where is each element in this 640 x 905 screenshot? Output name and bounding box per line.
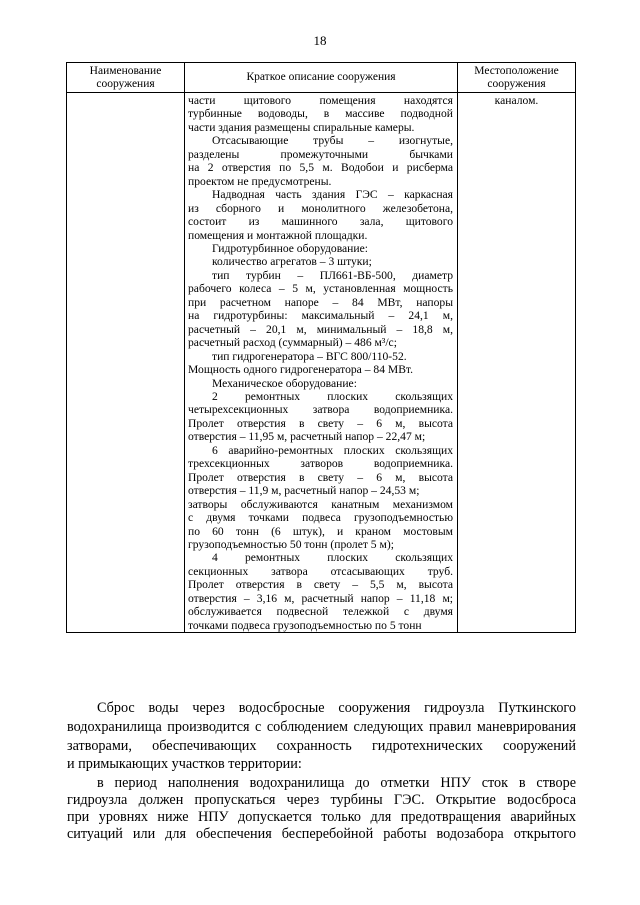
- description-line: количество агрегатов – 3 штуки;: [212, 255, 372, 269]
- body-line: Сброс воды через водосбросные сооружения гидроузла Путкинского: [97, 700, 576, 716]
- description-line: секционных затвора отсасывающих труб.: [188, 564, 453, 578]
- description-line: затворы обслуживаются канатным механизмом: [188, 497, 453, 511]
- body-line: водохранилища производится с соблюдением следующих правил маневрирования: [67, 718, 576, 735]
- description-line: при расчетном напоре – 84 МВт, напоры: [188, 295, 453, 309]
- description-line: отверстия – 11,9 м, расчетный напор – 24,53 м;: [188, 484, 420, 498]
- description-line: Гидротурбинное оборудование:: [212, 241, 368, 255]
- description-line: части щитового помещения находятся: [188, 94, 453, 107]
- description-line: тип гидрогенератора – ВГС 800/110-52.: [212, 349, 407, 363]
- description-line: обслуживается подвесной тележкой с двумя: [188, 605, 453, 619]
- header-structure-name: Наименование сооружения: [67, 63, 185, 93]
- description-line: разделены промежуточными бычками: [188, 147, 453, 161]
- description-line: на гидротурбины: максимальный – 24,1 м,: [188, 309, 453, 323]
- description-line: Отсасывающие трубы – изогнутые,: [212, 134, 453, 148]
- description-line: Пролет отверстия в свету – 6 м, высота: [188, 470, 453, 484]
- body-line: и примыкающих участков территории:: [67, 756, 302, 773]
- cell-structure-name: [67, 93, 185, 633]
- description-line: четырехсекционных затвора водоприемника.: [188, 403, 453, 417]
- header-location: Местоположение сооружения: [458, 63, 576, 93]
- description-line: проектом не предусмотрены.: [188, 174, 332, 188]
- description-line: точками подвеса грузоподъемностью по 5 тонн: [188, 618, 422, 632]
- table-row: [67, 93, 576, 633]
- description-line: рабочего колеса – 5 м, установленная мощность: [188, 282, 453, 296]
- table-header-row: [67, 63, 576, 93]
- description-line: с двумя точками подвеса грузоподъемностью: [188, 511, 453, 525]
- description-line: Мощность одного гидрогенератора – 84 МВт.: [188, 363, 414, 377]
- description-line: 4 ремонтных плоских скользящих: [212, 551, 453, 565]
- description-line: турбинные водоводы, в массиве подводной: [188, 107, 453, 121]
- body-text: [67, 700, 576, 842]
- description-line: на 2 отверстия по 5,5 м. Водобои и рисберма: [188, 161, 453, 175]
- description-line: 2 ремонтных плоских скользящих: [212, 389, 453, 403]
- description-line: из сборного и монолитного железобетона,: [188, 201, 453, 215]
- description-line: расчетный – 20,1 м, минимальный – 18,8 м,: [188, 322, 453, 336]
- structures-table: [66, 62, 576, 633]
- description-line: Пролет отверстия в свету – 6 м, высота: [188, 416, 453, 430]
- location-text: каналом.: [494, 94, 539, 107]
- body-line: в период наполнения водохранилища до отметки НПУ сток в створе: [97, 775, 576, 792]
- page-number: 18: [313, 33, 327, 48]
- description-line: расчетный расход (суммарный) – 486 м³/с;: [188, 336, 397, 350]
- description-line: Механическое оборудование:: [212, 376, 357, 390]
- description-line: Надводная часть здания ГЭС – каркасная: [212, 188, 453, 202]
- description-line: Пролет отверстия в свету – 5,5 м, высота: [188, 578, 453, 592]
- cell-description: [185, 93, 458, 633]
- description-line: состоит из машинного зала, щитового: [188, 215, 453, 229]
- description-line: отверстия – 11,95 м, расчетный напор – 22,47 м;: [188, 430, 426, 444]
- header-description: Краткое описание сооружения: [185, 63, 458, 93]
- description-line: помещения и монтажной площадки.: [188, 228, 368, 242]
- description-line: 6 аварийно-ремонтных плоских скользящих: [212, 443, 453, 457]
- description-line: тип турбин – ПЛ661-ВБ-500, диаметр: [212, 268, 453, 282]
- description-line: грузоподъемностью 50 тонн (пролет 5 м);: [188, 537, 394, 551]
- body-line: ситуаций или для обеспечения бесперебойной работы водозабора открытого: [67, 825, 576, 842]
- body-line: гидроузла должен пропускаться через турбины ГЭС. Открытие водосброса: [67, 791, 576, 808]
- description-line: отверстия – 3,16 м, расчетный напор – 11,18 м;: [188, 591, 453, 605]
- description-line: части здания размещены спиральные камеры.: [188, 120, 415, 134]
- body-line: затворами, обеспечивающих сохранность гидротехнических сооружений: [67, 737, 576, 754]
- description-line: трехсекционных затворов водоприемника.: [188, 457, 453, 471]
- cell-location: [458, 93, 576, 633]
- body-line: при уровнях ниже НПУ допускается только для предотвращения аварийных: [67, 808, 576, 825]
- description-line: по 60 тонн (6 штук), и краном мостовым: [188, 524, 453, 538]
